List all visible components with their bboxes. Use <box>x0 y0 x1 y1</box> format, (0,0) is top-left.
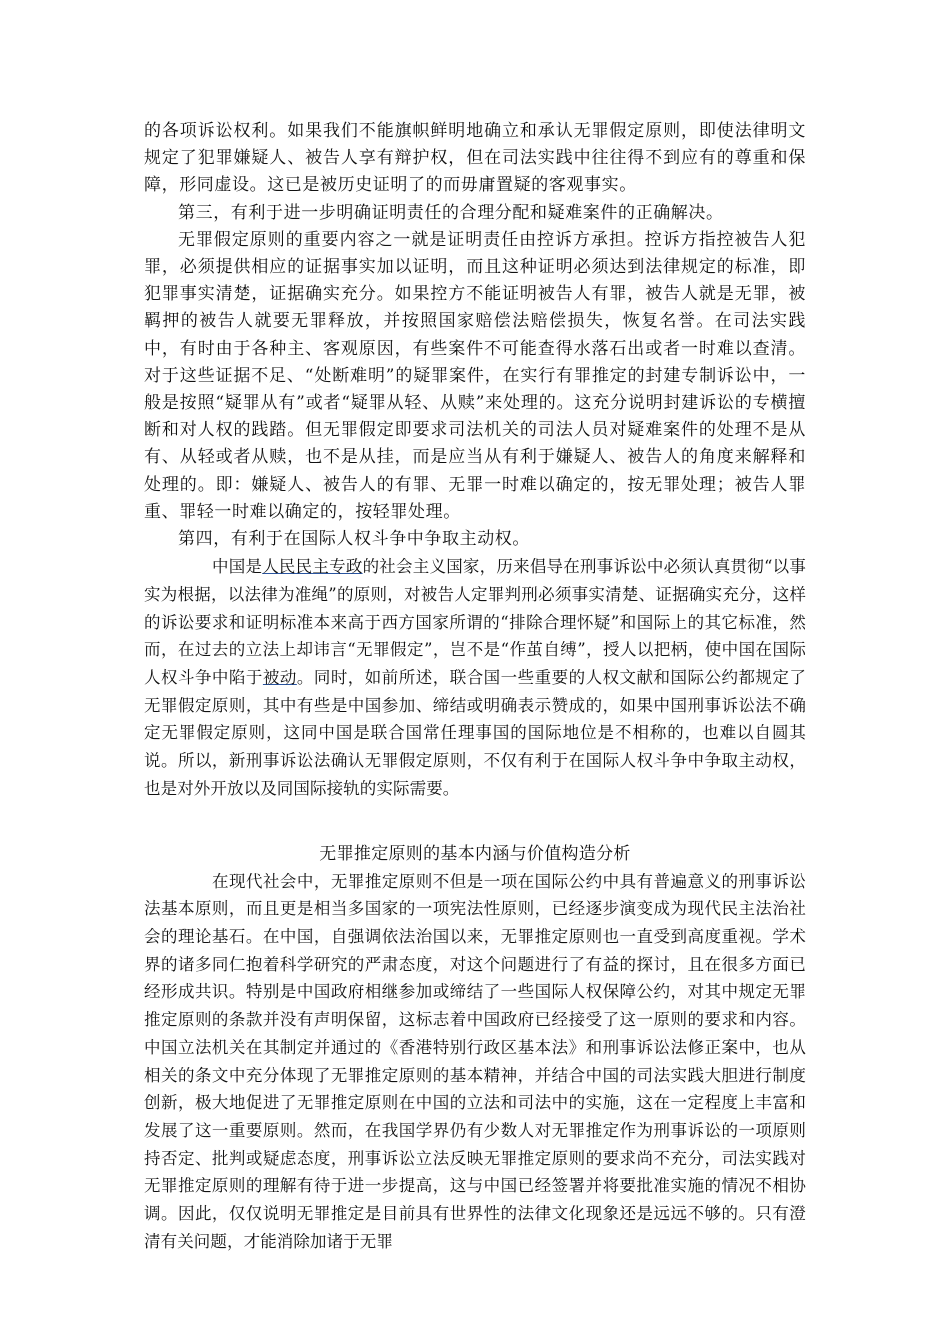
paragraph-international-human-rights <box>144 553 806 802</box>
heading-fourth-point: 第四，有利于在国际人权斗争中争取主动权。 <box>178 529 530 550</box>
paragraph-rights: 的各项诉讼权利。如果我们不能旗帜鲜明地确立和承认无罪假定原则，即使法律明文规定了犯罪嫌疑人、被告人享有辩护权，但在司法实践中往往得不到应有的尊重和保障，形同虚设。这已是被历史证明了的而毋庸置疑的客观事实。 <box>144 121 806 196</box>
text-segment: 。同时，如前所述，联合国一些重要的人权文献和国际公约都规定了无罪假定原则，其中有些是中国参加、缔结或明确表示赞成的，如果中国刑事诉讼法不确定无罪假定原则，这同中国是联合国常任理事国的国际地位是不相称的，也难以自圆其说。所以，新刑事诉讼法确认无罪假定原则，不仅有利于在国际人权斗争中争取主动权，也是对外开放以及同国际接轨的实际需要。 <box>144 668 806 798</box>
paragraph-modern-society: 在现代社会中，无罪推定原则不但是一项在国际公约中具有普遍意义的刑事诉讼法基本原则，而且更是相当多国家的一项宪法性原则，已经逐步演变成为现代民主法治社会的理论基石。在中国，自强调依法治国以来，无罪推定原则也一直受到高度重视。学术界的诸多同仁抱着科学研究的严肃态度，对这个问题进行了有益的探讨，且在很多方面已经形成共识。特别是中国政府相继参加或缔结了一些国际人权保障公约，对其中规定无罪推定原则的条款并没有声明保留，这标志着中国政府已经接受了这一原则的要求和内容。中国立法机关在其制定并通过的《香港特别行政区基本法》和刑事诉讼法修正案中，也从相关的条文中充分体现了无罪推定原则的基本精神，并结合中国的司法实践大胆进行制度创新，极大地促进了无罪推定原则在中国的立法和司法中的实施，这在一定程度上丰富和发展了这一重要原则。然而，在我国学界仍有少数人对无罪推定作为刑事诉讼的一项原则持否定、批判或疑虑态度，刑事诉讼立法反映无罪推定原则的要求尚不充分，司法实践对无罪推定原则的理解有待于进一步提高，这与中国已经签署并将要批准实施的情况不相协调。因此，仅仅说明无罪推定是目前具有世界性的法律文化现象还是远远不够的。只有澄清有关问题，才能消除加诸于无罪 <box>144 871 806 1251</box>
link-passive[interactable]: 被动 <box>262 668 297 688</box>
link-peoples-democratic-dictatorship[interactable]: 人民民主专政 <box>262 557 363 577</box>
text-segment: 中国是 <box>212 557 263 577</box>
paragraph-burden-of-proof: 无罪假定原则的重要内容之一就是证明责任由控诉方承担。控诉方指控被告人犯罪，必须提供相应的证据事实加以证明，而且这种证明必须达到法律规定的标准，即犯罪事实清楚，证据确实充分。如果控方不能证明被告人有罪，被告人就是无罪，被羁押的被告人就要无罪释放，并按照国家赔偿法赔偿损失，恢复名誉。在司法实践中，有时由于各种主、客观原因，有些案件不可能查得水落石出或者一时难以查清。对于这些证据不足、“处断难明”的疑罪案件，在实行有罪推定的封建专制诉讼中，一般是按照“疑罪从有”或者“疑罪从轻、从赎”来处理的。这充分说明封建诉讼的专横擅断和对人权的践踏。但无罪假定即要求司法机关的司法人员对疑难案件的处理不是从有、从轻或者从赎，也不是从挂，而是应当从有利于嫌疑人、被告人的角度来解释和处理的。即：嫌疑人、被告人的有罪、无罪一时难以确定的，按无罪处理；被告人罪重、罪轻一时难以确定的，按轻罪处理。 <box>144 229 806 522</box>
section-gap <box>144 803 806 841</box>
section-title: 无罪推定原则的基本内涵与价值构造分析 <box>319 843 631 864</box>
document-page <box>144 118 806 1255</box>
heading-third-point: 第三，有利于进一步明确证明责任的合理分配和疑难案件的正确解决。 <box>178 202 724 223</box>
text-segment: 的社会主义国家，历来倡导在刑事诉讼中必须认真贯彻“以事实为根据，以法律为准绳”的原则，对被告人定罪判刑必须事实清楚、证据确实充分，这样的诉讼要求和证明标准本来高于西方国家所谓的“排除合理怀疑”和国际上的其它标准，然而，在过去的立法上却讳言“无罪假定”，岂不是“作茧自缚”，授人以把柄，使中国在国际人权斗争中陷于 <box>144 557 806 688</box>
